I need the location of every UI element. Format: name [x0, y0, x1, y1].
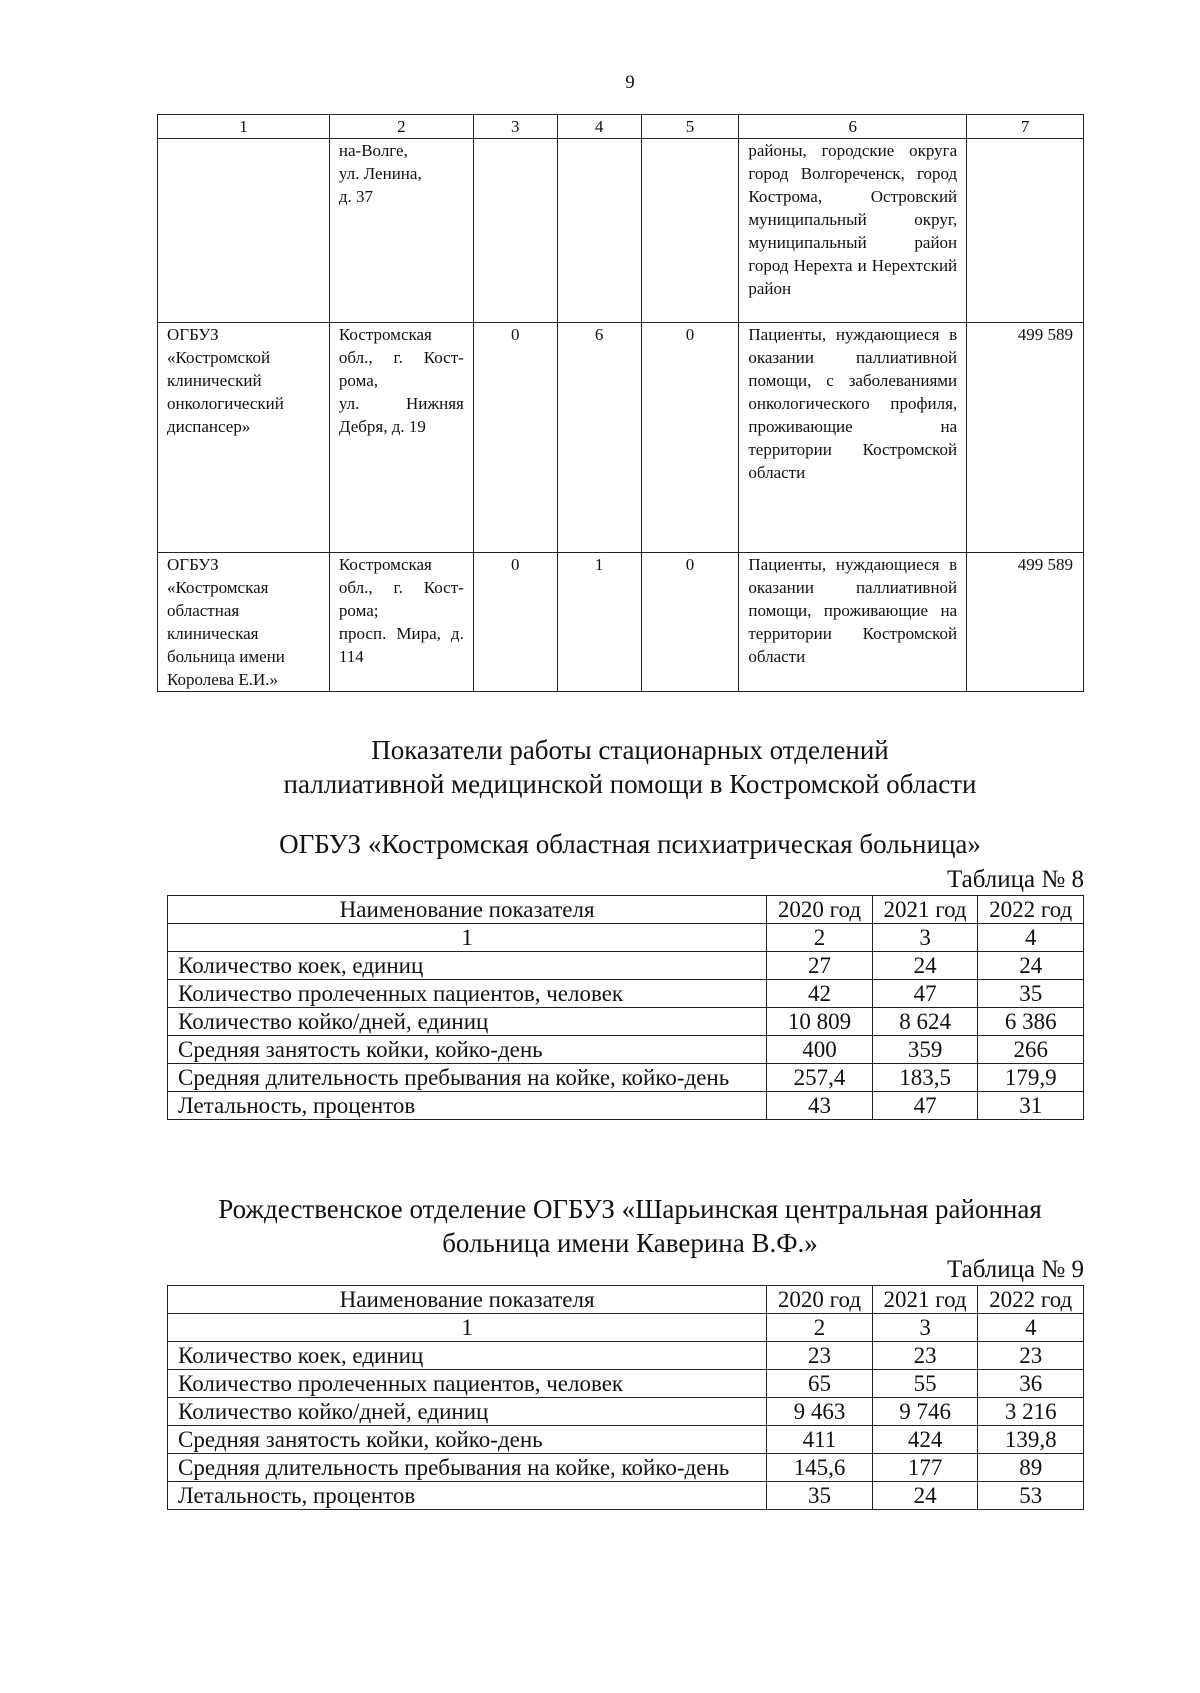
value-2022: 24	[978, 952, 1084, 980]
value-2021: 359	[872, 1036, 978, 1064]
value-2022: 139,8	[978, 1426, 1084, 1454]
header-year: 2020 год	[767, 896, 873, 924]
column-number: 1	[158, 115, 330, 139]
value-2021: 9 746	[872, 1398, 978, 1426]
indicator-name: Количество пролеченных пациентов, человек	[168, 1370, 767, 1398]
column-number: 3	[473, 115, 557, 139]
table-8	[167, 895, 1084, 1120]
indicator-name: Средняя занятость койки, койко-день	[168, 1426, 767, 1454]
table-row	[158, 323, 1084, 553]
table-row	[168, 1426, 1084, 1454]
value-2020: 23	[767, 1342, 873, 1370]
table-row	[158, 139, 1084, 323]
indicator-name: Средняя длительность пребывания на койке, койко-день	[168, 1064, 767, 1092]
cell-value: 6	[557, 323, 641, 553]
table-row	[158, 553, 1084, 692]
value-2020: 10 809	[767, 1008, 873, 1036]
cell-value	[641, 139, 739, 323]
indicator-name: Летальность, процентов	[168, 1092, 767, 1120]
numbering-row	[168, 1314, 1084, 1342]
cell-value: 1	[557, 553, 641, 692]
value-2021: 47	[872, 1092, 978, 1120]
value-2022: 31	[978, 1092, 1084, 1120]
table9-org-title-line: больница имени Каверина В.Ф.»	[442, 1228, 818, 1258]
cell-organization: ОГБУЗ «Костромская областная клиническая больница имени Королева Е.И.»	[158, 553, 330, 692]
table9-label: Таблица № 9	[946, 1256, 1084, 1283]
value-2021: 24	[872, 1482, 978, 1510]
value-2022: 53	[978, 1482, 1084, 1510]
value-2021: 24	[872, 952, 978, 980]
value-2020: 145,6	[767, 1454, 873, 1482]
table8-org-title: ОГБУЗ «Костромская областная психиатрическая больница»	[279, 829, 981, 859]
value-2020: 9 463	[767, 1398, 873, 1426]
table-row	[168, 1036, 1084, 1064]
column-number: 1	[168, 1314, 767, 1342]
column-number: 3	[872, 924, 978, 952]
cell-address: на-Волге, ул. Ленина, д. 37	[329, 139, 473, 323]
cell-service-area: Пациенты, нуждающиеся в оказании паллиативной помощи, проживающие на территории Костромской области	[739, 553, 967, 692]
value-2020: 400	[767, 1036, 873, 1064]
table-row	[168, 1370, 1084, 1398]
cell-value: 0	[473, 553, 557, 692]
page-number: 9	[625, 72, 635, 93]
column-number: 1	[168, 924, 767, 952]
column-number: 2	[767, 1314, 873, 1342]
section-heading-line: паллиативной медицинской помощи в Костромской области	[283, 769, 977, 799]
value-2022: 35	[978, 980, 1084, 1008]
indicator-name: Количество коек, единиц	[168, 1342, 767, 1370]
table-9	[167, 1285, 1084, 1510]
table-header-row	[168, 1286, 1084, 1314]
table-row	[168, 1342, 1084, 1370]
cell-address: Костромская обл., г. Кост-рома; просп. Мира, д. 114	[329, 553, 473, 692]
table8-label: Таблица № 8	[946, 866, 1084, 893]
cell-value: 0	[473, 323, 557, 553]
cell-organization: ОГБУЗ «Костромской клинический онкологический диспансер»	[158, 323, 330, 553]
value-2020: 65	[767, 1370, 873, 1398]
indicator-name: Количество койко/дней, единиц	[168, 1008, 767, 1036]
header-year: 2022 год	[978, 896, 1084, 924]
value-2022: 3 216	[978, 1398, 1084, 1426]
table-header-row	[168, 896, 1084, 924]
cell-value: 0	[641, 553, 739, 692]
header-year: 2021 год	[872, 1286, 978, 1314]
table-row	[168, 1482, 1084, 1510]
column-number: 5	[641, 115, 739, 139]
table-row	[168, 1008, 1084, 1036]
column-number: 4	[557, 115, 641, 139]
table-row	[168, 952, 1084, 980]
section-heading-line: Показатели работы стационарных отделений	[371, 735, 889, 765]
numbering-row	[168, 924, 1084, 952]
value-2022: 266	[978, 1036, 1084, 1064]
cell-population: 499 589	[967, 323, 1084, 553]
header-year: 2020 год	[767, 1286, 873, 1314]
header-indicator: Наименование показателя	[168, 896, 767, 924]
value-2022: 36	[978, 1370, 1084, 1398]
header-year: 2021 год	[872, 896, 978, 924]
value-2021: 8 624	[872, 1008, 978, 1036]
value-2022: 179,9	[978, 1064, 1084, 1092]
cell-value: 0	[641, 323, 739, 553]
indicator-name: Количество койко/дней, единиц	[168, 1398, 767, 1426]
cell-population	[967, 139, 1084, 323]
cell-population: 499 589	[967, 553, 1084, 692]
column-number: 6	[739, 115, 967, 139]
value-2021: 424	[872, 1426, 978, 1454]
cell-service-area: Пациенты, нуждающиеся в оказании паллиативной помощи, с заболеваниями онкологического профиля, проживающие на территории Костромской области	[739, 323, 967, 553]
indicator-name: Летальность, процентов	[168, 1482, 767, 1510]
table-row	[168, 1064, 1084, 1092]
column-number: 4	[978, 1314, 1084, 1342]
value-2020: 42	[767, 980, 873, 1008]
indicator-name: Средняя длительность пребывания на койке, койко-день	[168, 1454, 767, 1482]
cell-organization	[158, 139, 330, 323]
column-number: 4	[978, 924, 1084, 952]
value-2020: 35	[767, 1482, 873, 1510]
value-2021: 23	[872, 1342, 978, 1370]
column-number: 2	[767, 924, 873, 952]
table-header-row	[158, 115, 1084, 139]
cell-value	[557, 139, 641, 323]
cell-address: Костромская обл., г. Кост-рома, ул. Нижняя Дебря, д. 19	[329, 323, 473, 553]
table-row	[168, 1398, 1084, 1426]
column-number: 3	[872, 1314, 978, 1342]
table-row	[168, 1092, 1084, 1120]
value-2020: 411	[767, 1426, 873, 1454]
value-2021: 47	[872, 980, 978, 1008]
table-row	[168, 1454, 1084, 1482]
column-number: 7	[967, 115, 1084, 139]
column-number: 2	[329, 115, 473, 139]
value-2020: 43	[767, 1092, 873, 1120]
value-2022: 89	[978, 1454, 1084, 1482]
value-2021: 183,5	[872, 1064, 978, 1092]
facilities-table-continuation	[157, 114, 1084, 692]
cell-value	[473, 139, 557, 323]
indicator-name: Средняя занятость койки, койко-день	[168, 1036, 767, 1064]
cell-service-area: районы, городские округа город Волгореченск, город Кострома, Островский муниципальный округ, муниципальный район город Нерехта и Нерехтский район	[739, 139, 967, 323]
value-2022: 23	[978, 1342, 1084, 1370]
header-year: 2022 год	[978, 1286, 1084, 1314]
value-2022: 6 386	[978, 1008, 1084, 1036]
table9-org-title-line: Рождественское отделение ОГБУЗ «Шарьинская центральная районная	[218, 1194, 1042, 1224]
value-2020: 27	[767, 952, 873, 980]
value-2021: 177	[872, 1454, 978, 1482]
table-row	[168, 980, 1084, 1008]
header-indicator: Наименование показателя	[168, 1286, 767, 1314]
indicator-name: Количество коек, единиц	[168, 952, 767, 980]
value-2020: 257,4	[767, 1064, 873, 1092]
indicator-name: Количество пролеченных пациентов, человек	[168, 980, 767, 1008]
value-2021: 55	[872, 1370, 978, 1398]
